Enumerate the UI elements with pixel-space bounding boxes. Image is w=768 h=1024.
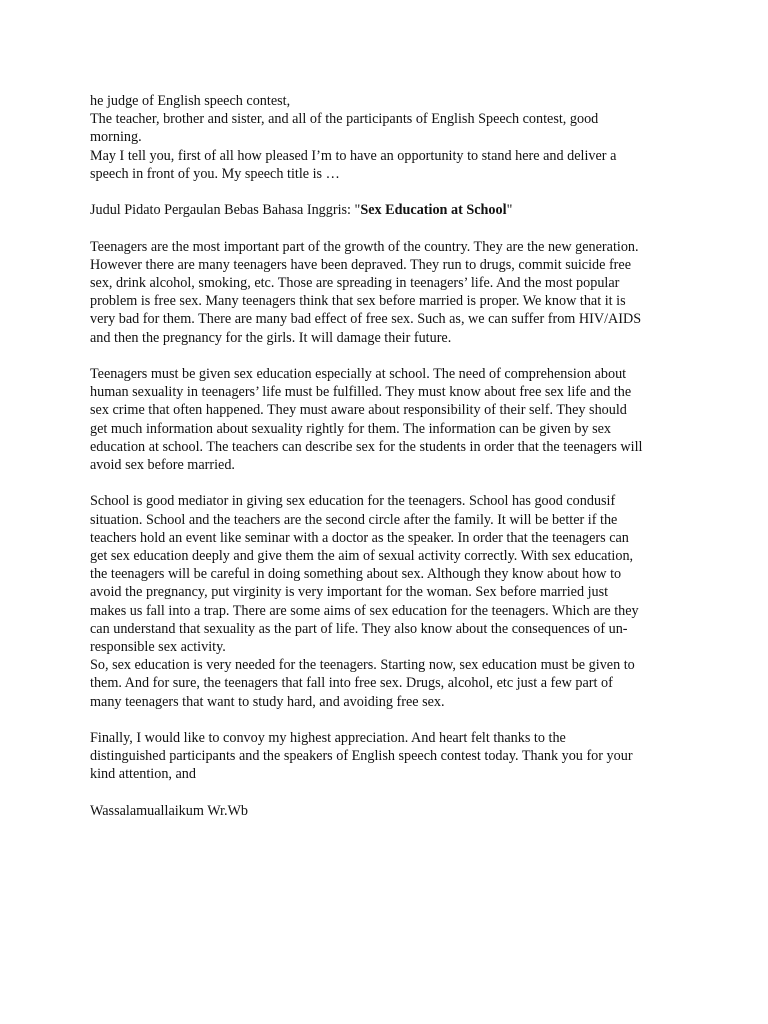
text-line: Finally, I would like to convoy my highest appreciation. And heart felt thanks to the [90,730,566,747]
text-line: However there are many teenagers have been depraved. They run to drugs, commit suicide free [90,256,632,273]
text-line: Teenagers must be given sex education especially at school. The need of comprehension about [90,366,627,382]
paragraph-gap [90,219,680,237]
text-line: get sex education deeply and give them the aim of sexual activity correctly. With sex education, [90,548,634,565]
text-line: avoid the pregnancy, put virginity is very important for the woman. Sex before married just [90,584,609,601]
text-line: School is good mediator in giving sex education for the teenagers. School has good condusif [90,493,616,510]
closing-line: Wassalamuallaikum Wr.Wb [90,802,248,819]
text-line: avoid sex before married. [90,457,235,474]
text-line: he judge of English speech contest, [90,93,291,109]
paragraph-4 [90,729,680,784]
text-line: morning. [90,129,142,146]
paragraph-gap [90,347,680,365]
greeting-block [90,92,680,183]
title-prefix: Judul Pidato Pergaulan Bebas Bahasa Inggris: " [90,202,361,219]
text-line: and then the pregnancy for the girls. It will damage their future. [90,329,452,346]
paragraph-gap [90,711,680,729]
paragraph-3 [90,492,680,710]
document-page [90,92,680,820]
text-line: Teenagers are the most important part of the growth of the country. They are the new generation. [90,238,639,255]
text-line: speech in front of you. My speech title is … [90,165,340,182]
paragraph-gap [90,784,680,802]
text-line: the teenagers will be careful in doing something about sex. Although they know about how to [90,566,622,583]
text-line: situation. School and the teachers are the second circle after the family. It will be better if the [90,511,618,528]
text-line: sex, drink alcohol, smoking, etc. Those are spreading in teenagers’ life. And the most popular [90,275,620,291]
text-line: May I tell you, first of all how pleased I’m to have an opportunity to stand here and deliver a [90,147,617,164]
text-line: teachers hold an event like seminar with a doctor as the speaker. In order that the teenagers can [90,529,629,546]
text-line: So, sex education is very needed for the teenagers. Starting now, sex education must be given to [90,657,635,674]
text-line: sex crime that often happened. They must aware about responsibility of their self. They should [90,402,627,419]
speech-title: Sex Education at School [360,202,507,219]
text-line: can understand that sexuality as the part of life. They also know about the consequences of un- [90,620,628,637]
paragraph-1 [90,238,680,347]
speech-title-line [90,201,680,219]
title-suffix: " [506,202,513,219]
text-line: many teenagers that want to study hard, and avoiding free sex. [90,693,445,710]
text-line: human sexuality in teenagers’ life must be fulfilled. They must know about free sex life and the [90,384,632,401]
text-line: makes us fall into a trap. There are some aims of sex education for the teenagers. Which are they [90,602,639,619]
text-line: The teacher, brother and sister, and all of the participants of English Speech contest, good [90,111,599,128]
paragraph-gap [90,183,680,201]
text-line: responsible sex activity. [90,639,226,656]
text-line: very bad for them. There are many bad effect of free sex. Such as, we can suffer from HIV/AIDS [90,311,642,328]
text-line: education at school. The teachers can describe sex for the students in order that the teenagers will [90,438,643,455]
text-line: kind attention, and [90,766,196,783]
text-line: problem is free sex. Many teenagers think that sex before married is proper. We know that it is [90,293,626,310]
text-line: distinguished participants and the speakers of English speech contest today. Thank you for your [90,748,633,765]
paragraph-gap [90,474,680,492]
paragraph-2 [90,365,680,474]
text-line: get much information about sexuality rightly for them. The information can be given by sex [90,420,612,437]
text-line: them. And for sure, the teenagers that fall into free sex. Drugs, alcohol, etc just a few part of [90,675,613,692]
